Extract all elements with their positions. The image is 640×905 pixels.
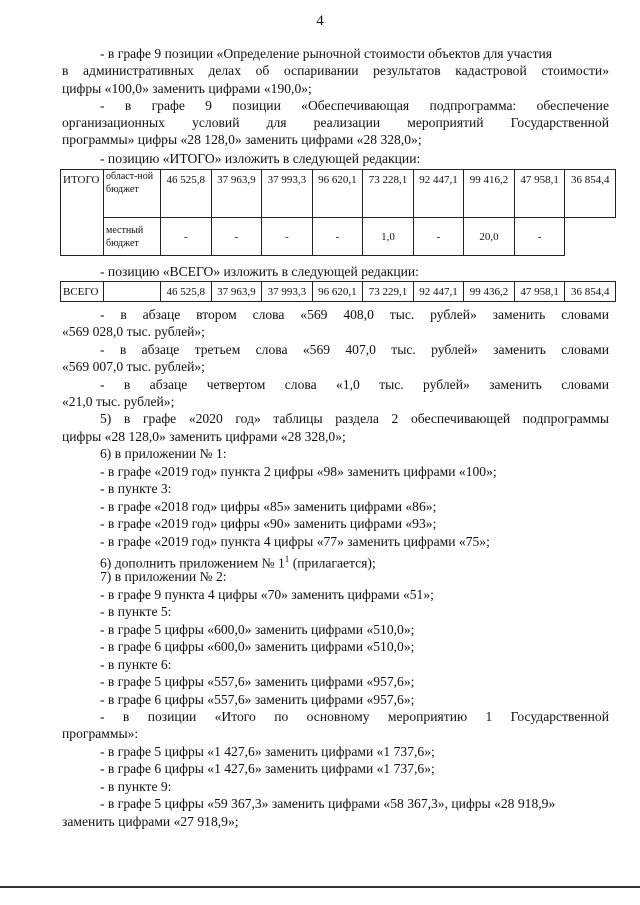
text-line: - в пункте 3: bbox=[100, 481, 172, 496]
text-line: цифры «28 128,0» заменить цифрами «28 328,0»; bbox=[62, 429, 346, 444]
text-line: 6) в приложении № 1: bbox=[100, 446, 227, 461]
table-itogo-cell: 20,0 bbox=[464, 218, 515, 256]
table-vsego-cell: 96 620,1 bbox=[312, 282, 363, 302]
text-line: 5) в графе «2020 год» таблицы раздела 2 обеспечивающей подпрограммы bbox=[100, 411, 609, 426]
text-line: программы»: bbox=[62, 726, 139, 741]
text-line: - в абзаце третьем слова «569 407,0 тыс. рублей» заменить словами bbox=[100, 342, 609, 357]
table-itogo-cell: 37 963,9 bbox=[211, 170, 262, 218]
table-itogo-label: ИТОГО bbox=[61, 170, 104, 256]
text-line: - в абзаце четвертом слова «1,0 тыс. рублей» заменить словами bbox=[100, 377, 609, 392]
text-line: - позицию «ИТОГО» изложить в следующей редакции: bbox=[100, 151, 421, 166]
text-line: - в графе 6 цифры «600,0» заменить цифрами «510,0»; bbox=[100, 639, 415, 654]
table-itogo-cell: 37 993,3 bbox=[262, 170, 313, 218]
table-itogo-sub-2: местный бюджет bbox=[104, 218, 161, 256]
table-itogo-cell: - bbox=[413, 218, 464, 256]
table-itogo-cell: - bbox=[312, 218, 363, 256]
table-vsego bbox=[60, 281, 616, 302]
supplement-line bbox=[100, 551, 376, 572]
text-line: - в графе 5 цифры «1 427,6» заменить цифрами «1 737,6»; bbox=[100, 744, 435, 759]
text-line: цифры «100,0» заменить цифрами «190,0»; bbox=[62, 81, 312, 96]
text-line: «21,0 тыс. рублей»; bbox=[62, 394, 175, 409]
text-line: - в графе 9 пункта 4 цифры «70» заменить цифрами «51»; bbox=[100, 587, 434, 602]
supplement-superscript: 1 bbox=[284, 554, 290, 564]
table-itogo-cell: 46 525,8 bbox=[161, 170, 212, 218]
table-itogo-cell: - bbox=[262, 218, 313, 256]
text-line: «569 007,0 тыс. рублей»; bbox=[62, 359, 205, 374]
table-itogo-cell: - bbox=[514, 218, 565, 256]
table-itogo-cell: 1,0 bbox=[363, 218, 414, 256]
text-line: - в графе «2019 год» цифры «90» заменить цифрами «93»; bbox=[100, 516, 437, 531]
table-itogo-cell: 96 620,1 bbox=[312, 170, 363, 218]
text-line: - в графе 5 цифры «600,0» заменить цифрами «510,0»; bbox=[100, 622, 415, 637]
text-line: - в графе 6 цифры «557,6» заменить цифрами «957,6»; bbox=[100, 692, 415, 707]
table-vsego-cell: 73 229,1 bbox=[363, 282, 414, 302]
text-line: - в графе 5 цифры «59 367,3» заменить цифрами «58 367,3», цифры «28 918,9» bbox=[100, 796, 556, 811]
table-itogo-cell: 47 958,1 bbox=[514, 170, 565, 218]
text-line: - в пункте 5: bbox=[100, 604, 172, 619]
table-itogo-sub-1: област-ной бюджет bbox=[104, 170, 161, 218]
supplement-text-end: (прилагается); bbox=[289, 555, 376, 571]
text-line: - в графе «2019 год» пункта 2 цифры «98» заменить цифрами «100»; bbox=[100, 464, 497, 479]
text-line: в административных делах об оспаривании результатов кадастровой стоимости» bbox=[62, 63, 609, 78]
table-vsego-label: ВСЕГО bbox=[61, 282, 104, 302]
text-line: 7) в приложении № 2: bbox=[100, 569, 227, 584]
text-line: - в пункте 9: bbox=[100, 779, 172, 794]
text-line: - в пункте 6: bbox=[100, 657, 172, 672]
text-line: - в графе 6 цифры «1 427,6» заменить цифрами «1 737,6»; bbox=[100, 761, 435, 776]
table-vsego-cell: 37 963,9 bbox=[211, 282, 262, 302]
table-vsego-cell: 99 436,2 bbox=[464, 282, 515, 302]
text-line: - в графе «2019 год» пункта 4 цифры «77» заменить цифрами «75»; bbox=[100, 534, 490, 549]
text-line: - в графе 9 позиции «Обеспечивающая подпрограмма: обеспечение bbox=[100, 98, 609, 113]
table-vsego-cell: 46 525,8 bbox=[161, 282, 212, 302]
text-line: организационных условий для реализации мероприятий Государственной bbox=[62, 115, 609, 130]
table-vsego-cell: 92 447,1 bbox=[413, 282, 464, 302]
table-itogo-cell: 92 447,1 bbox=[413, 170, 464, 218]
text-line: - в графе «2018 год» цифры «85» заменить цифрами «86»; bbox=[100, 499, 437, 514]
table-itogo-cell: 99 416,2 bbox=[464, 170, 515, 218]
table-itogo-cell: - bbox=[161, 218, 212, 256]
page-number: 4 bbox=[316, 13, 324, 29]
text-line: программы» цифры «28 128,0» заменить цифрами «28 328,0»; bbox=[62, 132, 422, 147]
page-bottom-rule bbox=[0, 886, 640, 888]
caption-vsego: - позицию «ВСЕГО» изложить в следующей редакции: bbox=[100, 264, 419, 279]
text-line: - в графе 9 позиции «Определение рыночной стоимости объектов для участия bbox=[100, 46, 553, 61]
table-vsego-cell: 37 993,3 bbox=[262, 282, 313, 302]
table-itogo-cell: 73 228,1 bbox=[363, 170, 414, 218]
table-vsego-empty bbox=[104, 282, 161, 302]
supplement-text: 6) дополнить приложением № 1 bbox=[100, 555, 285, 571]
text-line: заменить цифрами «27 918,9»; bbox=[62, 814, 239, 829]
table-itogo bbox=[60, 169, 616, 256]
table-vsego-cell: 36 854,4 bbox=[565, 282, 616, 302]
table-itogo-cell: 36 854,4 bbox=[565, 170, 616, 218]
text-line: «569 028,0 тыс. рублей»; bbox=[62, 324, 205, 339]
text-line: - в позиции «Итого по основному мероприятию 1 Государственной bbox=[100, 709, 609, 724]
table-itogo-cell bbox=[565, 218, 616, 256]
table-itogo-cell: - bbox=[211, 218, 262, 256]
table-vsego-cell: 47 958,1 bbox=[514, 282, 565, 302]
text-line: - в абзаце втором слова «569 408,0 тыс. рублей» заменить словами bbox=[100, 307, 609, 322]
text-line: - в графе 5 цифры «557,6» заменить цифрами «957,6»; bbox=[100, 674, 415, 689]
